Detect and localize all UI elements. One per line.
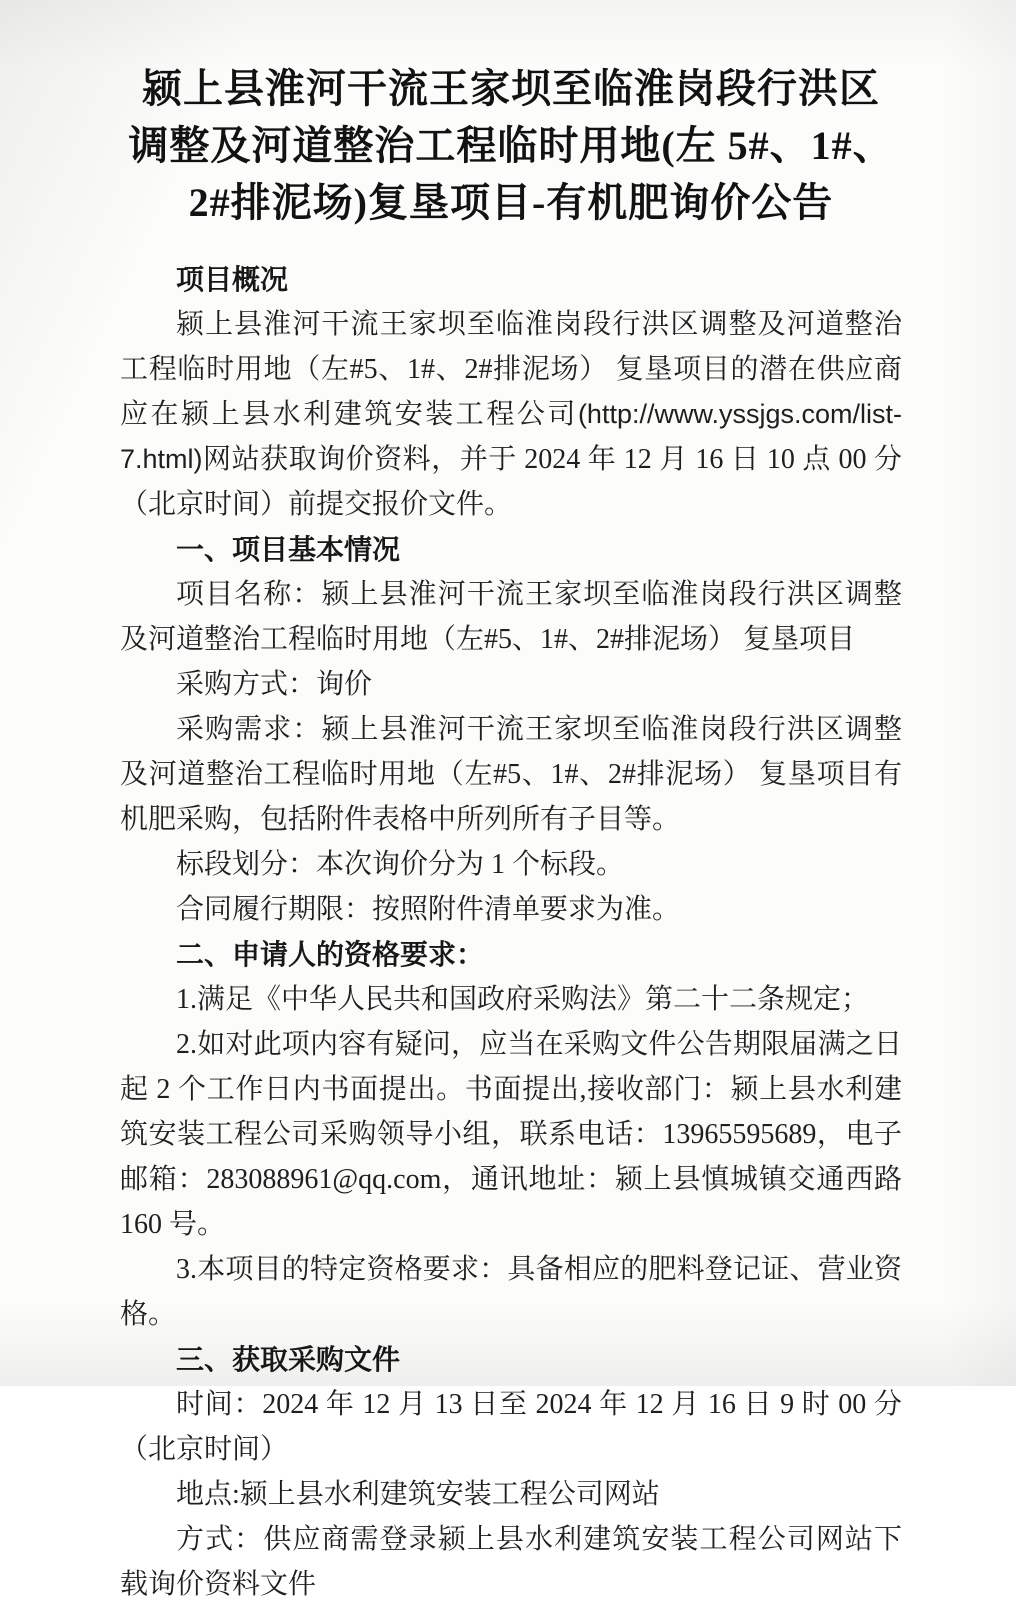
qualification-item-3: 3.本项目的特定资格要求：具备相应的肥料登记证、营业资格。 xyxy=(120,1254,902,1330)
section3-heading: 三、获取采购文件 xyxy=(176,1344,401,1375)
title-line-3: 2#排泥场)复垦项目-有机肥询价公告 xyxy=(188,180,834,225)
procurement-website-url: (http://www.yssjgs.com/list-7.html) xyxy=(120,399,902,474)
overview-text-after-url: 网站获取询价资料，并于 2024 年 12 月 16 日 10 点 00 分（北京时间）前提交报价文件。 xyxy=(120,444,902,520)
procurement-method-line: 采购方式：询价 xyxy=(176,669,373,700)
project-name-line: 项目名称：颍上县淮河干流王家坝至临淮岗段行洪区调整及河道整治工程临时用地（左#5、1#、2#排泥场） 复垦项目 xyxy=(120,579,902,655)
overview-paragraph xyxy=(120,302,902,527)
document-time-line: 时间：2024 年 12 月 13 日至 2024 年 12 月 16 日 9 时 00 分（北京时间） xyxy=(120,1389,902,1465)
overview-heading: 项目概况 xyxy=(176,264,289,295)
overview-text-before-url: 颍上县淮河干流王家坝至临淮岗段行洪区调整及河道整治工程临时用地（左#5、1#、2#排泥场） 复垦项目的潜在供应商应在颍上县水利建筑安装工程公司 xyxy=(120,309,902,430)
title-line-2: 调整及河道整治工程临时用地(左 5#、1#、 xyxy=(128,123,894,168)
document-title xyxy=(120,60,902,231)
document-way-line: 方式：供应商需登录颍上县水利建筑安装工程公司网站下载询价资料文件 xyxy=(120,1524,902,1600)
procurement-demand-line: 采购需求：颍上县淮河干流王家坝至临淮岗段行洪区调整及河道整治工程临时用地（左#5、1#、2#排泥场） 复垦项目有机肥采购，包括附件表格中所列所有子目等。 xyxy=(120,714,902,835)
lot-division-line: 标段划分：本次询价分为 1 个标段。 xyxy=(176,849,625,880)
section2-heading: 二、申请人的资格要求： xyxy=(176,939,485,970)
section1-heading: 一、项目基本情况 xyxy=(176,534,401,565)
qualification-item-2: 2.如对此项内容有疑问，应当在采购文件公告期限届满之日起 2 个工作日内书面提出。书面提出,接收部门：颍上县水利建筑安装工程公司采购领导小组，联系电话：13965595689，电子邮箱：283088961@qq.com，通讯地址：颍上县慎城镇交通西路 160 号。 xyxy=(120,1029,902,1240)
contract-period-line: 合同履行期限：按照附件清单要求为准。 xyxy=(176,894,681,925)
title-line-1: 颍上县淮河干流王家坝至临淮岗段行洪区 xyxy=(142,66,880,111)
qualification-item-1: 1.满足《中华人民共和国政府采购法》第二十二条规定； xyxy=(176,984,870,1015)
document-place-line: 地点:颍上县水利建筑安装工程公司网站 xyxy=(176,1479,660,1510)
